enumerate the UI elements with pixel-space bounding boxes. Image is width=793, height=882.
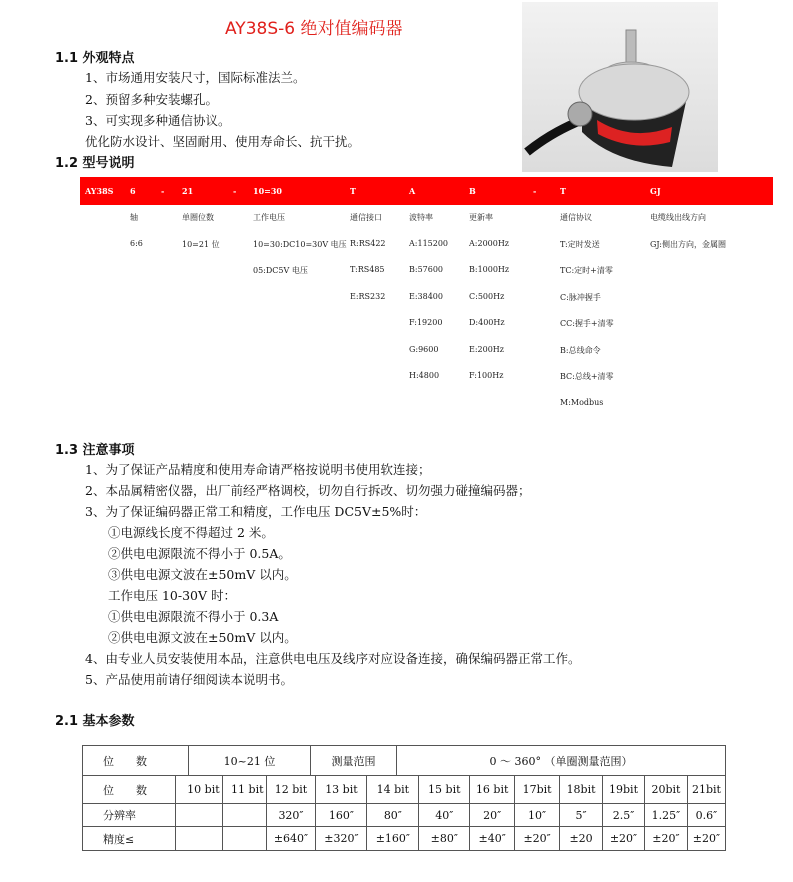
- table-cell: ±320″: [316, 827, 367, 851]
- table-cell: 80″: [367, 804, 419, 827]
- model-option: M:Modbus: [560, 397, 604, 407]
- model-option: G:9600: [409, 344, 439, 354]
- model-code-segment: T: [350, 186, 356, 196]
- table-cell: ±40″: [470, 827, 515, 851]
- model-code-segment: 21: [182, 186, 194, 196]
- model-option: B:1000Hz: [469, 265, 510, 274]
- model-option: F:100Hz: [469, 371, 504, 380]
- model-option: TC:定时+清零: [560, 266, 613, 275]
- table-cell: 10 bit: [175, 776, 222, 804]
- table-cell: [175, 827, 222, 851]
- table-cell: 40″: [419, 804, 470, 827]
- model-option: 6:6: [130, 238, 143, 248]
- model-column-label: 波特率: [409, 213, 433, 222]
- model-option: E:RS232: [350, 291, 386, 301]
- model-option: C:500Hz: [469, 291, 505, 301]
- feature-item: 1、市场通用安装尺寸，国际标准法兰。: [85, 70, 306, 85]
- table-cell: 19bit: [603, 776, 645, 804]
- params-header-table: [82, 745, 726, 776]
- model-option: F:19200: [409, 318, 443, 327]
- table-cell: 13 bit: [316, 776, 367, 804]
- model-code-segment: 6: [130, 186, 136, 196]
- page-title: AY38S-6 绝对值编码器: [225, 19, 403, 39]
- table-cell: ±160″: [367, 827, 419, 851]
- params-table: [82, 775, 726, 851]
- table-cell: 精度≤: [83, 827, 176, 851]
- model-option: H:4800: [409, 371, 440, 380]
- note-item: 4、由专业人员安装使用本品，注意供电电压及线序对应设备连接，确保编码器正常工作。: [85, 651, 581, 666]
- header-cell: 10~21 位: [189, 746, 311, 776]
- table-cell: ±20″: [603, 827, 645, 851]
- model-column-label: 轴: [130, 213, 138, 222]
- section-1-3-heading: 1.3 注意事项: [55, 443, 135, 458]
- note-item: ③供电电源文波在±50mV 以内。: [108, 567, 297, 582]
- table-cell: [175, 804, 222, 827]
- table-cell: 16 bit: [470, 776, 515, 804]
- model-code-segment: -: [161, 186, 165, 196]
- table-cell: 160″: [316, 804, 367, 827]
- table-cell: ±20: [560, 827, 603, 851]
- model-code-segment: B: [469, 186, 476, 196]
- table-cell: ±20″: [687, 827, 725, 851]
- model-code-segment: AY38S: [85, 186, 114, 196]
- note-item: 工作电压 10-30V 时：: [108, 588, 237, 603]
- table-cell: ±80″: [419, 827, 470, 851]
- note-item: ①电源线长度不得超过 2 米。: [108, 525, 274, 540]
- model-option: D:400Hz: [469, 318, 505, 327]
- note-item: 5、产品使用前请仔细阅读本说明书。: [85, 672, 293, 687]
- model-option: 10=30:DC10=30V 电压: [253, 239, 347, 249]
- model-option: A:115200: [409, 238, 449, 248]
- note-item: ②供电电源限流不得小于 0.5A。: [108, 546, 291, 561]
- header-cell: 位 数: [83, 746, 189, 776]
- model-option: A:2000Hz: [469, 238, 510, 248]
- table-cell: 位 数: [83, 776, 176, 804]
- encoder-photo: [522, 2, 718, 172]
- table-cell: 20bit: [644, 776, 687, 804]
- model-option: T:RS485: [350, 265, 385, 274]
- table-cell: ±20″: [515, 827, 560, 851]
- model-column-label: 工作电压: [253, 213, 285, 222]
- model-column-label: 电缆线出线方向: [650, 213, 706, 222]
- note-item: ①供电电源限流不得小于 0.3A: [108, 609, 279, 624]
- section-1-1-heading: 1.1 外观特点: [55, 51, 135, 66]
- model-code-segment: A: [409, 186, 416, 196]
- table-cell: 21bit: [687, 776, 725, 804]
- header-cell: 0 ～ 360° （单圈测量范围）: [397, 746, 726, 776]
- model-column-label: 通信接口: [350, 213, 382, 222]
- table-cell: ±640″: [266, 827, 316, 851]
- table-cell: 2.5″: [603, 804, 645, 827]
- feature-item: 优化防水设计、坚固耐用、使用寿命长、抗干扰。: [85, 134, 361, 149]
- note-item: 3、为了保证编码器正常工和精度，工作电压 DC5V±5%时：: [85, 504, 427, 519]
- table-cell: 320″: [266, 804, 316, 827]
- table-cell: [222, 827, 266, 851]
- model-option: C:脉冲握手: [560, 292, 601, 302]
- table-cell: ±20″: [644, 827, 687, 851]
- section-1-2-heading: 1.2 型号说明: [55, 156, 135, 171]
- header-cell: 测量范围: [311, 746, 397, 776]
- table-row: [83, 804, 726, 827]
- table-cell: 14 bit: [367, 776, 419, 804]
- model-option: T:定时发送: [560, 239, 600, 249]
- model-column-label: 单圈位数: [182, 213, 214, 222]
- table-row: [83, 827, 726, 851]
- note-item: ②供电电源文波在±50mV 以内。: [108, 630, 297, 645]
- note-item: 2、本品属精密仪器，出厂前经严格调校，切勿自行拆改、切勿强力碰撞编码器；: [85, 483, 531, 498]
- model-option: 10=21 位: [182, 239, 220, 249]
- feature-item: 2、预留多种安装螺孔。: [85, 92, 218, 107]
- table-cell: 5″: [560, 804, 603, 827]
- table-cell: 11 bit: [222, 776, 266, 804]
- model-option: R:RS422: [350, 238, 386, 248]
- model-option: BC:总线+清零: [560, 372, 614, 381]
- model-option: B:总线命令: [560, 345, 601, 355]
- feature-item: 3、可实现多种通信协议。: [85, 113, 231, 128]
- section-2-1-heading: 2.1 基本参数: [55, 714, 135, 729]
- model-option: 05:DC5V 电压: [253, 266, 308, 275]
- table-cell: [222, 804, 266, 827]
- model-option: CC:握手+清零: [560, 319, 614, 328]
- model-column-label: 通信协议: [560, 213, 592, 222]
- table-cell: 0.6″: [687, 804, 725, 827]
- table-cell: 1.25″: [644, 804, 687, 827]
- model-code-segment: 10=30: [253, 186, 282, 196]
- table-cell: 20″: [470, 804, 515, 827]
- model-option: GJ:侧出方向，金属圈: [650, 239, 726, 249]
- table-row: [83, 776, 726, 804]
- table-cell: 12 bit: [266, 776, 316, 804]
- model-column-label: 更新率: [469, 213, 493, 222]
- model-option: B:57600: [409, 265, 444, 274]
- table-cell: 15 bit: [419, 776, 470, 804]
- table-cell: 17bit: [515, 776, 560, 804]
- table-cell: 分辨率: [83, 804, 176, 827]
- table-cell: 18bit: [560, 776, 603, 804]
- model-option: E:38400: [409, 291, 443, 301]
- model-code-segment: GJ: [650, 186, 661, 196]
- table-cell: 10″: [515, 804, 560, 827]
- note-item: 1、为了保证产品精度和使用寿命请严格按说明书使用软连接；: [85, 462, 431, 477]
- model-code-segment: -: [233, 186, 237, 196]
- model-option: E:200Hz: [469, 344, 504, 354]
- model-code-segment: -: [533, 186, 537, 196]
- model-code-segment: T: [560, 186, 566, 196]
